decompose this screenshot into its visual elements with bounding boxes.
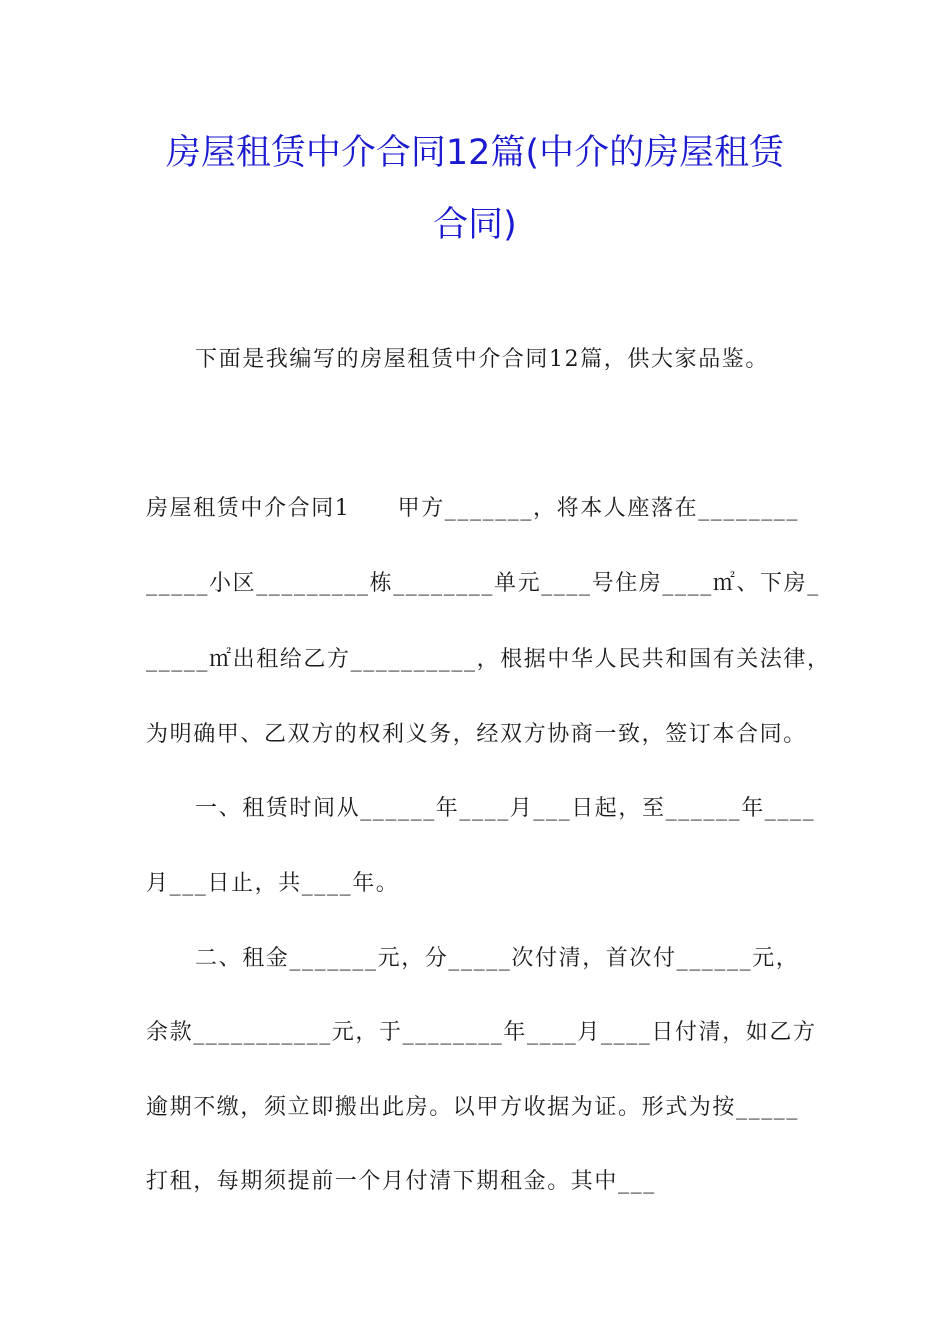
body-line-5: 一、租赁时间从______年____月___日起，至______年____ — [195, 796, 816, 821]
body-line-4: 为明确甲、乙双方的权利义务，经双方协商一致，签订本合同。 — [146, 722, 807, 747]
body-line-7: 二、租金_______元，分_____次付清，首次付______元， — [195, 946, 800, 971]
intro-paragraph: 下面是我编写的房屋租赁中介合同12篇，供大家品鉴。 — [195, 347, 769, 372]
body-line-8: 余款___________元，于________年____月____日付清，如乙方 — [146, 1020, 817, 1045]
body-line-9: 逾期不缴，须立即搬出此房。以甲方收据为证。形式为按_____ — [146, 1095, 800, 1120]
document-title-line-1: 房屋租赁中介合同12篇(中介的房屋租赁 — [165, 133, 785, 173]
body-line-10: 打租，每期须提前一个月付清下期租金。其中___ — [146, 1169, 656, 1194]
body-line-6: 月___日止，共____年。 — [146, 871, 400, 896]
body-line-3: _____㎡出租给乙方__________，根据中华人民共和国有关法律， — [146, 647, 831, 672]
body-line-1: 房屋租赁中介合同1 甲方_______，将本人座落在________ — [146, 496, 799, 521]
body-line-2: _____小区_________栋________单元____号住房____㎡、下房_ — [146, 571, 820, 596]
document-title-line-2: 合同) — [433, 205, 517, 245]
